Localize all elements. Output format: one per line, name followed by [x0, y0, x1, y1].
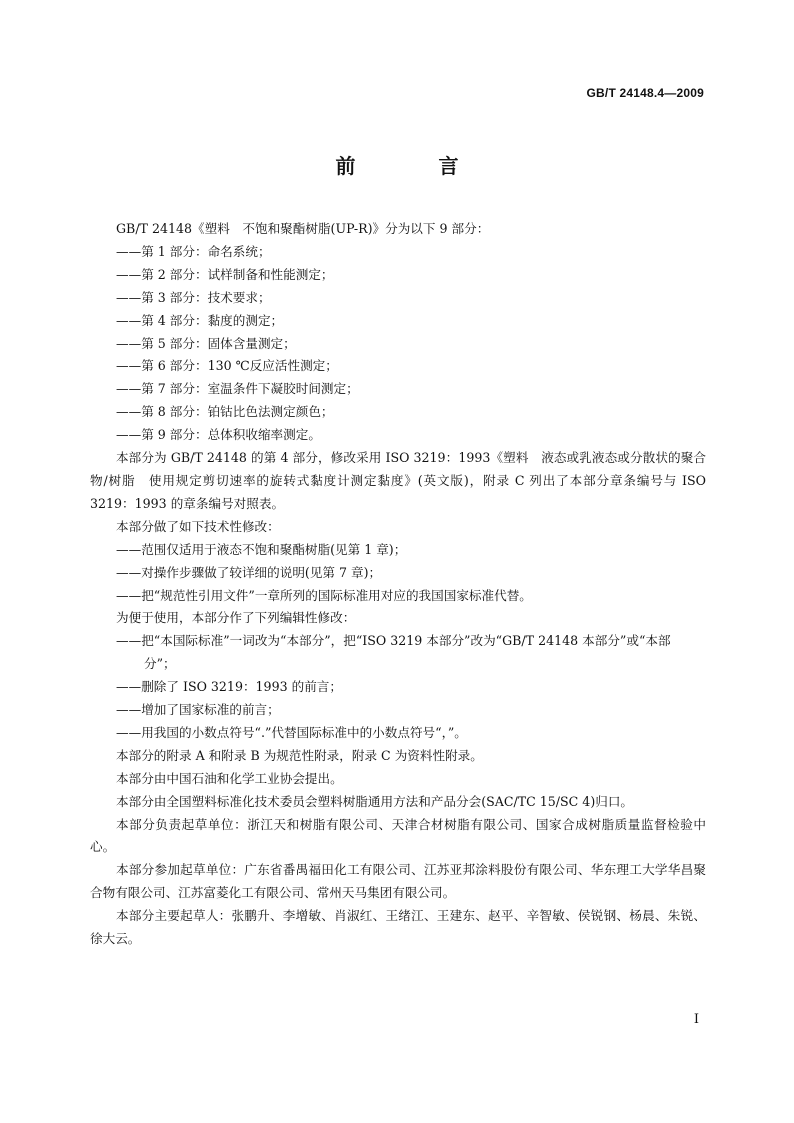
list-item: ——对操作步骤做了较详细的说明(见第 7 章)； — [116, 564, 382, 580]
proposed-by-paragraph: 本部分由中国石油和化学工业协会提出。 — [116, 770, 343, 786]
managed-by-paragraph: 本部分由全国塑料标准化技术委员会塑料树脂通用方法和产品分会(SAC/TC 15/SC 4)归口。 — [116, 793, 634, 809]
list-item: ——第 6 部分：130 ℃反应活性测定； — [116, 358, 338, 374]
drafting-unit-paragraph: 本部分负责起草单位：浙江天和树脂有限公司、天津合材树脂有限公司、国家合成树脂质量监督检验中心。 — [90, 816, 706, 855]
list-item: ——范围仅适用于液态不饱和聚酯树脂(见第 1 章)； — [116, 541, 407, 557]
list-item-line: 分”； — [144, 656, 176, 672]
list-item: ——第 9 部分：总体积收缩率测定。 — [116, 427, 321, 443]
list-item: ——第 3 部分：技术要求； — [116, 289, 271, 305]
list-item — [90, 630, 706, 676]
list-item: ——第 5 部分：固体含量测定； — [116, 335, 296, 351]
list-item: ——删除了 ISO 3219：1993 的前言； — [116, 679, 342, 695]
document-body — [90, 218, 706, 951]
drafters-paragraph: 本部分主要起草人：张鹏升、李增敏、肖淑红、王绪江、王建东、赵平、辛智敏、侯锐钢、杨晨、朱锐、徐大云。 — [90, 908, 706, 947]
page-number: I — [693, 1012, 699, 1027]
list-item: ——第 7 部分：室温条件下凝胶时间测定； — [116, 381, 359, 397]
list-item: ——把“规范性引用文件”一章所列的国际标准用对应的我国国家标准代替。 — [116, 587, 532, 603]
edit-changes-intro: 为便于使用，本部分作了下列编辑性修改： — [116, 610, 356, 626]
list-item-line: ——把“本国际标准”一词改为“本部分”，把“ISO 3219 本部分”改为“GB/T 24148 本部分”或“本部 — [116, 633, 671, 649]
list-item: ——增加了国家标准的前言； — [116, 702, 280, 718]
page-title: 前 言 — [335, 154, 497, 178]
list-item: ——第 2 部分：试样制备和性能测定； — [116, 266, 334, 282]
annex-paragraph: 本部分的附录 A 和附录 B 为规范性附录，附录 C 为资料性附录。 — [116, 747, 483, 763]
list-item: ——用我国的小数点符号“.”代替国际标准中的小数点符号“，”。 — [116, 724, 467, 740]
list-item: ——第 4 部分：黏度的测定； — [116, 312, 284, 328]
list-item: ——第 1 部分：命名系统； — [116, 243, 271, 259]
adoption-paragraph: 本部分为 GB/T 24148 的第 4 部分，修改采用 ISO 3219：1993《塑料 液态或乳液态或分散状的聚合物/树脂 使用规定剪切速率的旋转式黏度计测定黏度》(英文版)，附录 C 列出了本部分章条编号与 ISO 3219：1993 的章条编号对照表。 — [90, 450, 706, 511]
intro-paragraph: GB/T 24148《塑料 不饱和聚酯树脂(UP-R)》分为以下 9 部分： — [116, 221, 490, 236]
tech-changes-intro: 本部分做了如下技术性修改： — [116, 518, 280, 534]
standard-code: GB/T 24148.4—2009 — [586, 86, 704, 100]
participating-units-paragraph: 本部分参加起草单位：广东省番禺福田化工有限公司、江苏亚邦涂料股份有限公司、华东理工大学华昌聚合物有限公司、江苏富菱化工有限公司、常州天马集团有限公司。 — [90, 862, 706, 901]
list-item: ——第 8 部分：铂钴比色法测定颜色； — [116, 404, 334, 420]
